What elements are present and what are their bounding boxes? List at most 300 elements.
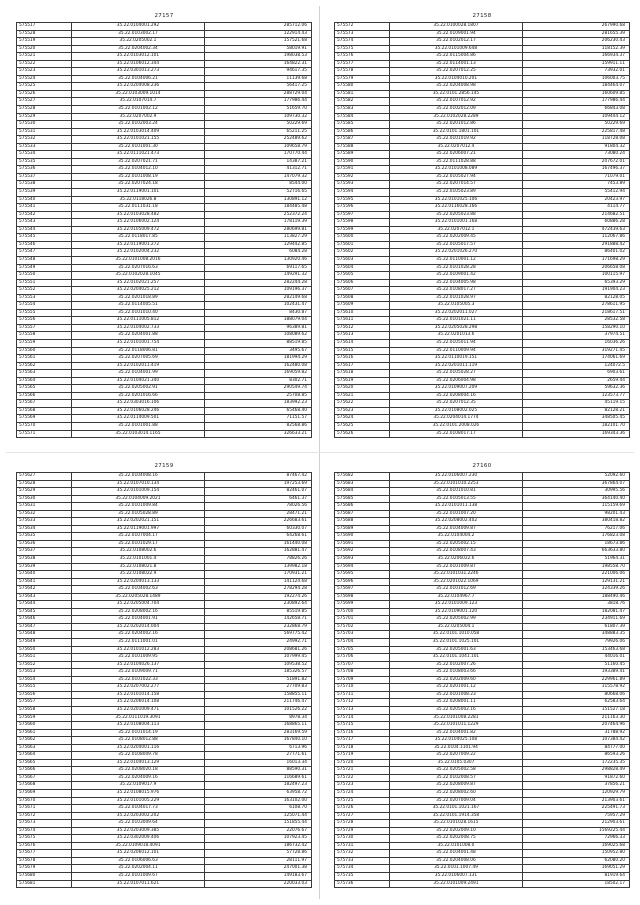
record-id-cell: 575716 (335, 729, 390, 737)
record-id-cell: 575728 (335, 820, 390, 828)
record-id-cell: 575533 (17, 143, 72, 151)
amount-cell: 142658.71 (204, 616, 311, 624)
code-cell: 35.22.0103009.1014 (71, 90, 204, 98)
record-id-cell: 575565 (17, 385, 72, 393)
code-cell: 35.22.0202008.75 (389, 835, 522, 843)
record-id-cell: 575735 (335, 872, 390, 880)
code-cell: 35.22.0101.1007.49 (389, 865, 522, 873)
table-row (17, 234, 312, 242)
amount-cell: 161440.08 (204, 540, 311, 548)
table-row (17, 556, 312, 564)
code-cell: 35.22.0101019.92 (389, 136, 522, 144)
table-row (17, 850, 312, 858)
code-cell: 35.22.0106002.124 (71, 219, 204, 227)
record-id-cell: 575721 (335, 767, 390, 775)
amount-cell: 158290.10 (522, 324, 629, 332)
record-id-cell: 575637 (17, 548, 72, 556)
amount-cell: 163102.00 (204, 797, 311, 805)
amount-cell: 91804.32 (522, 143, 629, 151)
record-id-cell: 575540 (17, 196, 72, 204)
records-table (16, 22, 312, 438)
code-cell: 35.22.0201009.471 (71, 706, 204, 714)
table-row (17, 407, 312, 415)
table-row (17, 789, 312, 797)
code-cell: 35.22.0104967.7 (389, 593, 522, 601)
table-row (17, 68, 312, 76)
code-cell: 35.22.0102008.57 (389, 774, 522, 782)
amount-cell: 569775.42 (204, 631, 311, 639)
code-cell: 35.22.0109001.42 (389, 272, 522, 280)
record-id-cell: 575703 (335, 631, 390, 639)
record-id-cell: 575542 (17, 211, 72, 219)
table-row (335, 880, 630, 888)
records-table (334, 22, 630, 438)
amount-cell: 44016.01 (522, 654, 629, 662)
record-id-cell: 575713 (335, 706, 390, 714)
table-row (335, 98, 630, 106)
table-row (335, 805, 630, 813)
amount-cell: 82568.86 (204, 422, 311, 430)
table-row (335, 676, 630, 684)
table-row (17, 128, 312, 136)
table-row (17, 616, 312, 624)
record-id-cell: 575553 (17, 294, 72, 302)
code-cell: 35.22.0303016.106 (71, 400, 204, 408)
amount-cell: 64268.61 (204, 533, 311, 541)
record-id-cell: 575554 (17, 302, 72, 310)
record-id-cell: 575671 (17, 805, 72, 813)
amount-cell: 86401.02 (522, 249, 629, 257)
code-cell: 35.22.0101012.283 (71, 646, 204, 654)
amount-cell: 11139.68 (204, 75, 311, 83)
record-id-cell: 575630 (17, 495, 72, 503)
code-cell: 35.22.0101.1801.101 (389, 128, 522, 136)
code-cell: 35.22.0101001.30 (71, 143, 204, 151)
amount-cell: 100115.97 (522, 272, 629, 280)
table-row (335, 820, 630, 828)
record-id-cell: 575600 (335, 234, 390, 242)
table-row (335, 525, 630, 533)
amount-cell: 188079.04 (204, 317, 311, 325)
record-id-cell: 575608 (335, 294, 390, 302)
amount-cell: 123573.77 (522, 392, 629, 400)
table-row (335, 143, 630, 151)
code-cell: 35.22.0103028.482 (71, 211, 204, 219)
sheet-27159 (16, 460, 312, 888)
table-row (335, 706, 630, 714)
record-id-cell: 575602 (335, 249, 390, 257)
amount-cell: 16013.34 (204, 759, 311, 767)
record-id-cell: 575527 (17, 98, 72, 106)
record-id-cell: 575550 (17, 272, 72, 280)
record-id-cell: 575694 (335, 563, 390, 571)
code-cell: 35.22.0105017.57 (389, 241, 522, 249)
record-id-cell: 575621 (335, 392, 390, 400)
table-row (335, 518, 630, 526)
record-id-cell: 575567 (17, 400, 72, 408)
table-row (335, 510, 630, 518)
record-id-cell: 575557 (17, 324, 72, 332)
amount-cell: 169059.82 (204, 370, 311, 378)
code-cell: 35.22.0106028.246 (71, 407, 204, 415)
table-row (17, 211, 312, 219)
code-cell: 35.22.0104021.340 (71, 377, 204, 385)
record-id-cell: 575640 (17, 571, 72, 579)
record-id-cell: 575596 (335, 204, 390, 212)
code-cell: 35.22.0108004.113 (71, 722, 204, 730)
code-cell: 35.22.0104004.2 (389, 533, 522, 541)
record-id-cell: 575591 (335, 166, 390, 174)
record-id-cell: 575547 (17, 249, 72, 257)
amount-cell: 290549.74 (204, 385, 311, 393)
record-id-cell: 575658 (17, 706, 72, 714)
code-cell: 35.22.0205002.99 (389, 616, 522, 624)
table-row (335, 385, 630, 393)
code-cell: 35.22.0207005.69 (71, 355, 204, 363)
code-cell: 35.22.0106012.344 (71, 60, 204, 68)
amount-cell: 188490.46 (522, 593, 629, 601)
record-id-cell: 575613 (335, 332, 390, 340)
code-cell: 35.22.0204013.133 (71, 578, 204, 586)
record-id-cell: 575535 (17, 158, 72, 166)
amount-cell: 174061.69 (522, 355, 629, 363)
record-id-cell: 575732 (335, 850, 390, 858)
code-cell: 35.22.0101014.158 (71, 691, 204, 699)
record-id-cell: 575607 (335, 287, 390, 295)
code-cell: 35.22.0101.1041.101 (389, 654, 522, 662)
table-row (17, 540, 312, 548)
record-id-cell: 575679 (17, 865, 72, 873)
code-cell: 35.22.0104001.82 (389, 729, 522, 737)
code-cell: 35.22.0114009.501 (71, 415, 204, 423)
amount-cell: 41312.71 (204, 166, 311, 174)
table-row (17, 226, 312, 234)
amount-cell: 6713.96 (204, 744, 311, 752)
table-row (17, 797, 312, 805)
record-id-cell: 575705 (335, 646, 390, 654)
code-cell: 35.22.0207002.9 (71, 113, 204, 121)
record-id-cell: 575610 (335, 309, 390, 317)
code-cell: 35.22.0201022.1069 (389, 578, 522, 586)
table-row (335, 699, 630, 707)
table-row (17, 495, 312, 503)
record-id-cell: 575568 (17, 407, 72, 415)
code-cell: 35.22.0101005.229 (71, 797, 204, 805)
amount-cell: 206230.43 (522, 38, 629, 46)
code-cell: 35.22.0201012.86 (389, 121, 522, 129)
table-row (17, 608, 312, 616)
code-cell: 35.22.0202009.60 (389, 676, 522, 684)
table-row (17, 842, 312, 850)
amount-cell: 139982.18 (204, 563, 311, 571)
amount-cell: 3818.76 (522, 601, 629, 609)
record-id-cell: 575526 (17, 90, 72, 98)
amount-cell: 326633.21 (204, 430, 311, 438)
amount-cell: 129442.85 (204, 241, 311, 249)
table-row (17, 759, 312, 767)
record-id-cell: 575715 (335, 722, 390, 730)
table-row (335, 593, 630, 601)
table-row (335, 60, 630, 68)
table-row (17, 744, 312, 752)
amount-cell: 122914.43 (204, 30, 311, 38)
code-cell: 35.22.0116028.166 (389, 204, 522, 212)
record-id-cell: 575563 (17, 370, 72, 378)
record-id-cell: 575524 (17, 75, 72, 83)
code-cell: 35.22.0108002.6 (71, 548, 204, 556)
record-id-cell: 575634 (17, 525, 72, 533)
record-id-cell: 575649 (17, 639, 72, 647)
record-id-cell: 575571 (17, 430, 72, 438)
amount-cell: 8430.87 (204, 309, 311, 317)
table-row (335, 204, 630, 212)
code-cell: 35.22.0104012.10 (71, 166, 204, 174)
code-cell: 35.22.0107004.17 (71, 533, 204, 541)
record-id-cell: 575646 (17, 616, 72, 624)
amount-cell: 125071.44 (204, 812, 311, 820)
amount-cell: 348505.45 (522, 415, 629, 423)
record-id-cell: 575617 (335, 362, 390, 370)
record-id-cell: 575661 (17, 729, 72, 737)
amount-cell: 82128.21 (522, 407, 629, 415)
record-id-cell: 575688 (335, 518, 390, 526)
amount-cell: 6903.61 (522, 370, 629, 378)
code-cell: 35.22.0207014.57 (389, 181, 522, 189)
record-id-cell: 575574 (335, 38, 390, 46)
record-id-cell: 575662 (17, 737, 72, 745)
record-id-cell: 575622 (335, 400, 390, 408)
table-row (17, 737, 312, 745)
code-cell: 35.22.0101021.11 (389, 317, 522, 325)
amount-cell: 278611.95 (522, 302, 629, 310)
record-id-cell: 575559 (17, 339, 72, 347)
table-row (335, 654, 630, 662)
table-row (17, 872, 312, 880)
amount-cell: 280699.81 (204, 226, 311, 234)
code-cell: 35.22.0111031.18 (71, 204, 204, 212)
record-id-cell: 575520 (17, 45, 72, 53)
code-cell: 35.22.0101001.4 (71, 556, 204, 564)
table-row (335, 75, 630, 83)
code-cell: 35.22.0105023.89 (389, 189, 522, 197)
table-row (335, 347, 630, 355)
record-id-cell: 575727 (335, 812, 390, 820)
table-row (335, 415, 630, 423)
record-id-cell: 575609 (335, 302, 390, 310)
amount-cell: 234911.69 (522, 616, 629, 624)
record-id-cell: 575645 (17, 608, 72, 616)
amount-cell: 51964.31 (522, 556, 629, 564)
code-cell: 35.22.0104025.108 (389, 737, 522, 745)
table-row (335, 158, 630, 166)
record-id-cell: 575580 (335, 83, 390, 91)
amount-cell: 62080.20 (522, 857, 629, 865)
amount-cell: 24992.71 (204, 639, 311, 647)
record-id-cell: 575660 (17, 722, 72, 730)
amount-cell: 267990.68 (522, 23, 629, 31)
amount-cell: 72966.33 (522, 835, 629, 843)
amount-cell: 186732.42 (204, 842, 311, 850)
record-id-cell: 575641 (17, 578, 72, 586)
amount-cell: 65211.25 (204, 128, 311, 136)
table-row (335, 480, 630, 488)
code-cell: 35.22.0204002.34 (71, 45, 204, 53)
record-id-cell: 575579 (335, 75, 390, 83)
code-cell: 35.22.0101008.19 (71, 173, 204, 181)
code-cell: 35.22.0102028.1045 (71, 272, 204, 280)
code-cell: 35.22.0101008.2016 (71, 256, 204, 264)
table-row (17, 392, 312, 400)
code-cell: 35.22.0108003.66 (389, 669, 522, 677)
code-cell: 35.22.0208002.16 (71, 608, 204, 616)
record-id-cell: 575687 (335, 510, 390, 518)
table-row (17, 518, 312, 526)
amount-cell: 73080.24 (522, 151, 629, 159)
code-cell: 35.22.0208009.87 (389, 782, 522, 790)
record-id-cell: 575625 (335, 422, 390, 430)
code-cell: 35.22.0106007.230 (389, 473, 522, 481)
table-row (17, 151, 312, 159)
table-row (335, 722, 630, 730)
record-id-cell: 575561 (17, 355, 72, 363)
code-cell: 35.22.0104001.48 (389, 850, 522, 858)
code-cell: 35.22.0207012.4 (389, 143, 522, 151)
table-row (335, 850, 630, 858)
table-row (335, 473, 630, 481)
table-row (17, 812, 312, 820)
amount-cell: 118728.08 (522, 136, 629, 144)
table-row (335, 234, 630, 242)
amount-cell: 28532.58 (522, 317, 629, 325)
code-cell: 35.22.0110009.94 (389, 347, 522, 355)
code-cell: 35.22.0206022.6 (389, 556, 522, 564)
table-row (335, 324, 630, 332)
table-row (17, 279, 312, 287)
code-cell: 35.22.0101028.28 (389, 264, 522, 272)
code-cell: 35.22.0101011.138 (389, 503, 522, 511)
table-row (17, 676, 312, 684)
record-id-cell: 575572 (335, 23, 390, 31)
table-row (335, 317, 630, 325)
record-id-cell: 575689 (335, 525, 390, 533)
record-id-cell: 575656 (17, 691, 72, 699)
table-row (335, 302, 630, 310)
code-cell: 35.22.0101012.69 (389, 586, 522, 594)
table-row (335, 646, 630, 654)
code-cell: 35.22.0101009.2491 (389, 880, 522, 888)
amount-cell: 178119.39 (204, 219, 311, 227)
code-cell: 35.22.0107010.134 (71, 480, 204, 488)
table-row (335, 392, 630, 400)
amount-cell: 291888.42 (522, 241, 629, 249)
record-id-cell: 575717 (335, 737, 390, 745)
record-id-cell: 575636 (17, 540, 72, 548)
amount-cell: 170931.21 (204, 571, 311, 579)
code-cell: 35.22.0105013.55 (389, 495, 522, 503)
amount-cell: 288729.04 (204, 90, 311, 98)
code-cell: 35.22.0101002.12 (71, 106, 204, 114)
code-cell: 35.22.0101025.106 (389, 196, 522, 204)
record-id-cell: 575545 (17, 234, 72, 242)
amount-cell: 298828.49 (522, 767, 629, 775)
record-id-cell: 575605 (335, 272, 390, 280)
amount-cell: 211746.47 (204, 699, 311, 707)
record-id-cell: 575619 (335, 377, 390, 385)
record-id-cell: 575594 (335, 189, 390, 197)
code-cell: 35.22.0204001.88 (71, 332, 204, 340)
code-cell: 35.22.0104010.201 (389, 75, 522, 83)
record-id-cell: 575720 (335, 759, 390, 767)
code-cell: 35.22.0103014.409 (71, 128, 204, 136)
amount-cell: 225817.48 (522, 128, 629, 136)
code-cell: 35.22.0104013.129 (71, 759, 204, 767)
code-cell: 35.22.0202009.45 (389, 234, 522, 242)
amount-cell: 78026.56 (204, 503, 311, 511)
code-cell: 35.22.0104001.91 (71, 616, 204, 624)
table-row (335, 407, 630, 415)
table-row (335, 631, 630, 639)
record-id-cell: 575614 (335, 339, 390, 347)
code-cell: 35.22.0207012.1 (389, 226, 522, 234)
amount-cell: 278294.28 (204, 586, 311, 594)
code-cell: 35.22.0101007.20 (389, 510, 522, 518)
code-cell: 35.22.0205002.1 (71, 38, 204, 46)
record-id-cell: 575592 (335, 173, 390, 181)
table-row (335, 30, 630, 38)
amount-cell: 158855.11 (204, 691, 311, 699)
amount-cell: 37856.21 (522, 782, 629, 790)
amount-cell: 192274.26 (204, 593, 311, 601)
table-row (335, 556, 630, 564)
table-row (17, 563, 312, 571)
record-id-cell: 575676 (17, 842, 72, 850)
amount-cell: 6084.28 (204, 249, 311, 257)
table-row (17, 309, 312, 317)
page-number: 27157 (154, 13, 174, 19)
code-cell: 35.22.0101022.33 (71, 676, 204, 684)
amount-cell: 60330.07 (204, 525, 311, 533)
amount-cell: 51659.70 (204, 106, 311, 114)
record-id-cell: 575583 (335, 106, 390, 114)
table-row (335, 294, 630, 302)
table-row (335, 533, 630, 541)
record-id-cell: 575708 (335, 669, 390, 677)
record-id-cell: 575724 (335, 789, 390, 797)
amount-cell: 207464.96 (522, 722, 629, 730)
amount-cell: 84777.00 (522, 744, 629, 752)
record-id-cell: 575531 (17, 128, 72, 136)
table-row (17, 480, 312, 488)
record-id-cell: 575599 (335, 226, 390, 234)
amount-cell: 319271.45 (522, 347, 629, 355)
amount-cell: 62583.64 (522, 699, 629, 707)
amount-cell: 66843.08 (522, 106, 629, 114)
code-cell: 35.22.0205002.16 (389, 706, 522, 714)
record-id-cell: 575663 (17, 744, 72, 752)
code-cell: 35.22.0101008.089 (389, 166, 522, 174)
code-cell: 35.22.0204008.98 (389, 83, 522, 91)
table-row (335, 287, 630, 295)
record-id-cell: 575569 (17, 415, 72, 423)
amount-cell: 109730.32 (204, 113, 311, 121)
record-id-cell: 575700 (335, 608, 390, 616)
amount-cell: 52092.60 (522, 473, 629, 481)
table-row (335, 370, 630, 378)
code-cell: 35.22.0205004.1 (389, 623, 522, 631)
code-cell: 35.22.0104002.63 (71, 586, 204, 594)
amount-cell: 283169.59 (204, 729, 311, 737)
amount-cell: 61807.39 (522, 623, 629, 631)
